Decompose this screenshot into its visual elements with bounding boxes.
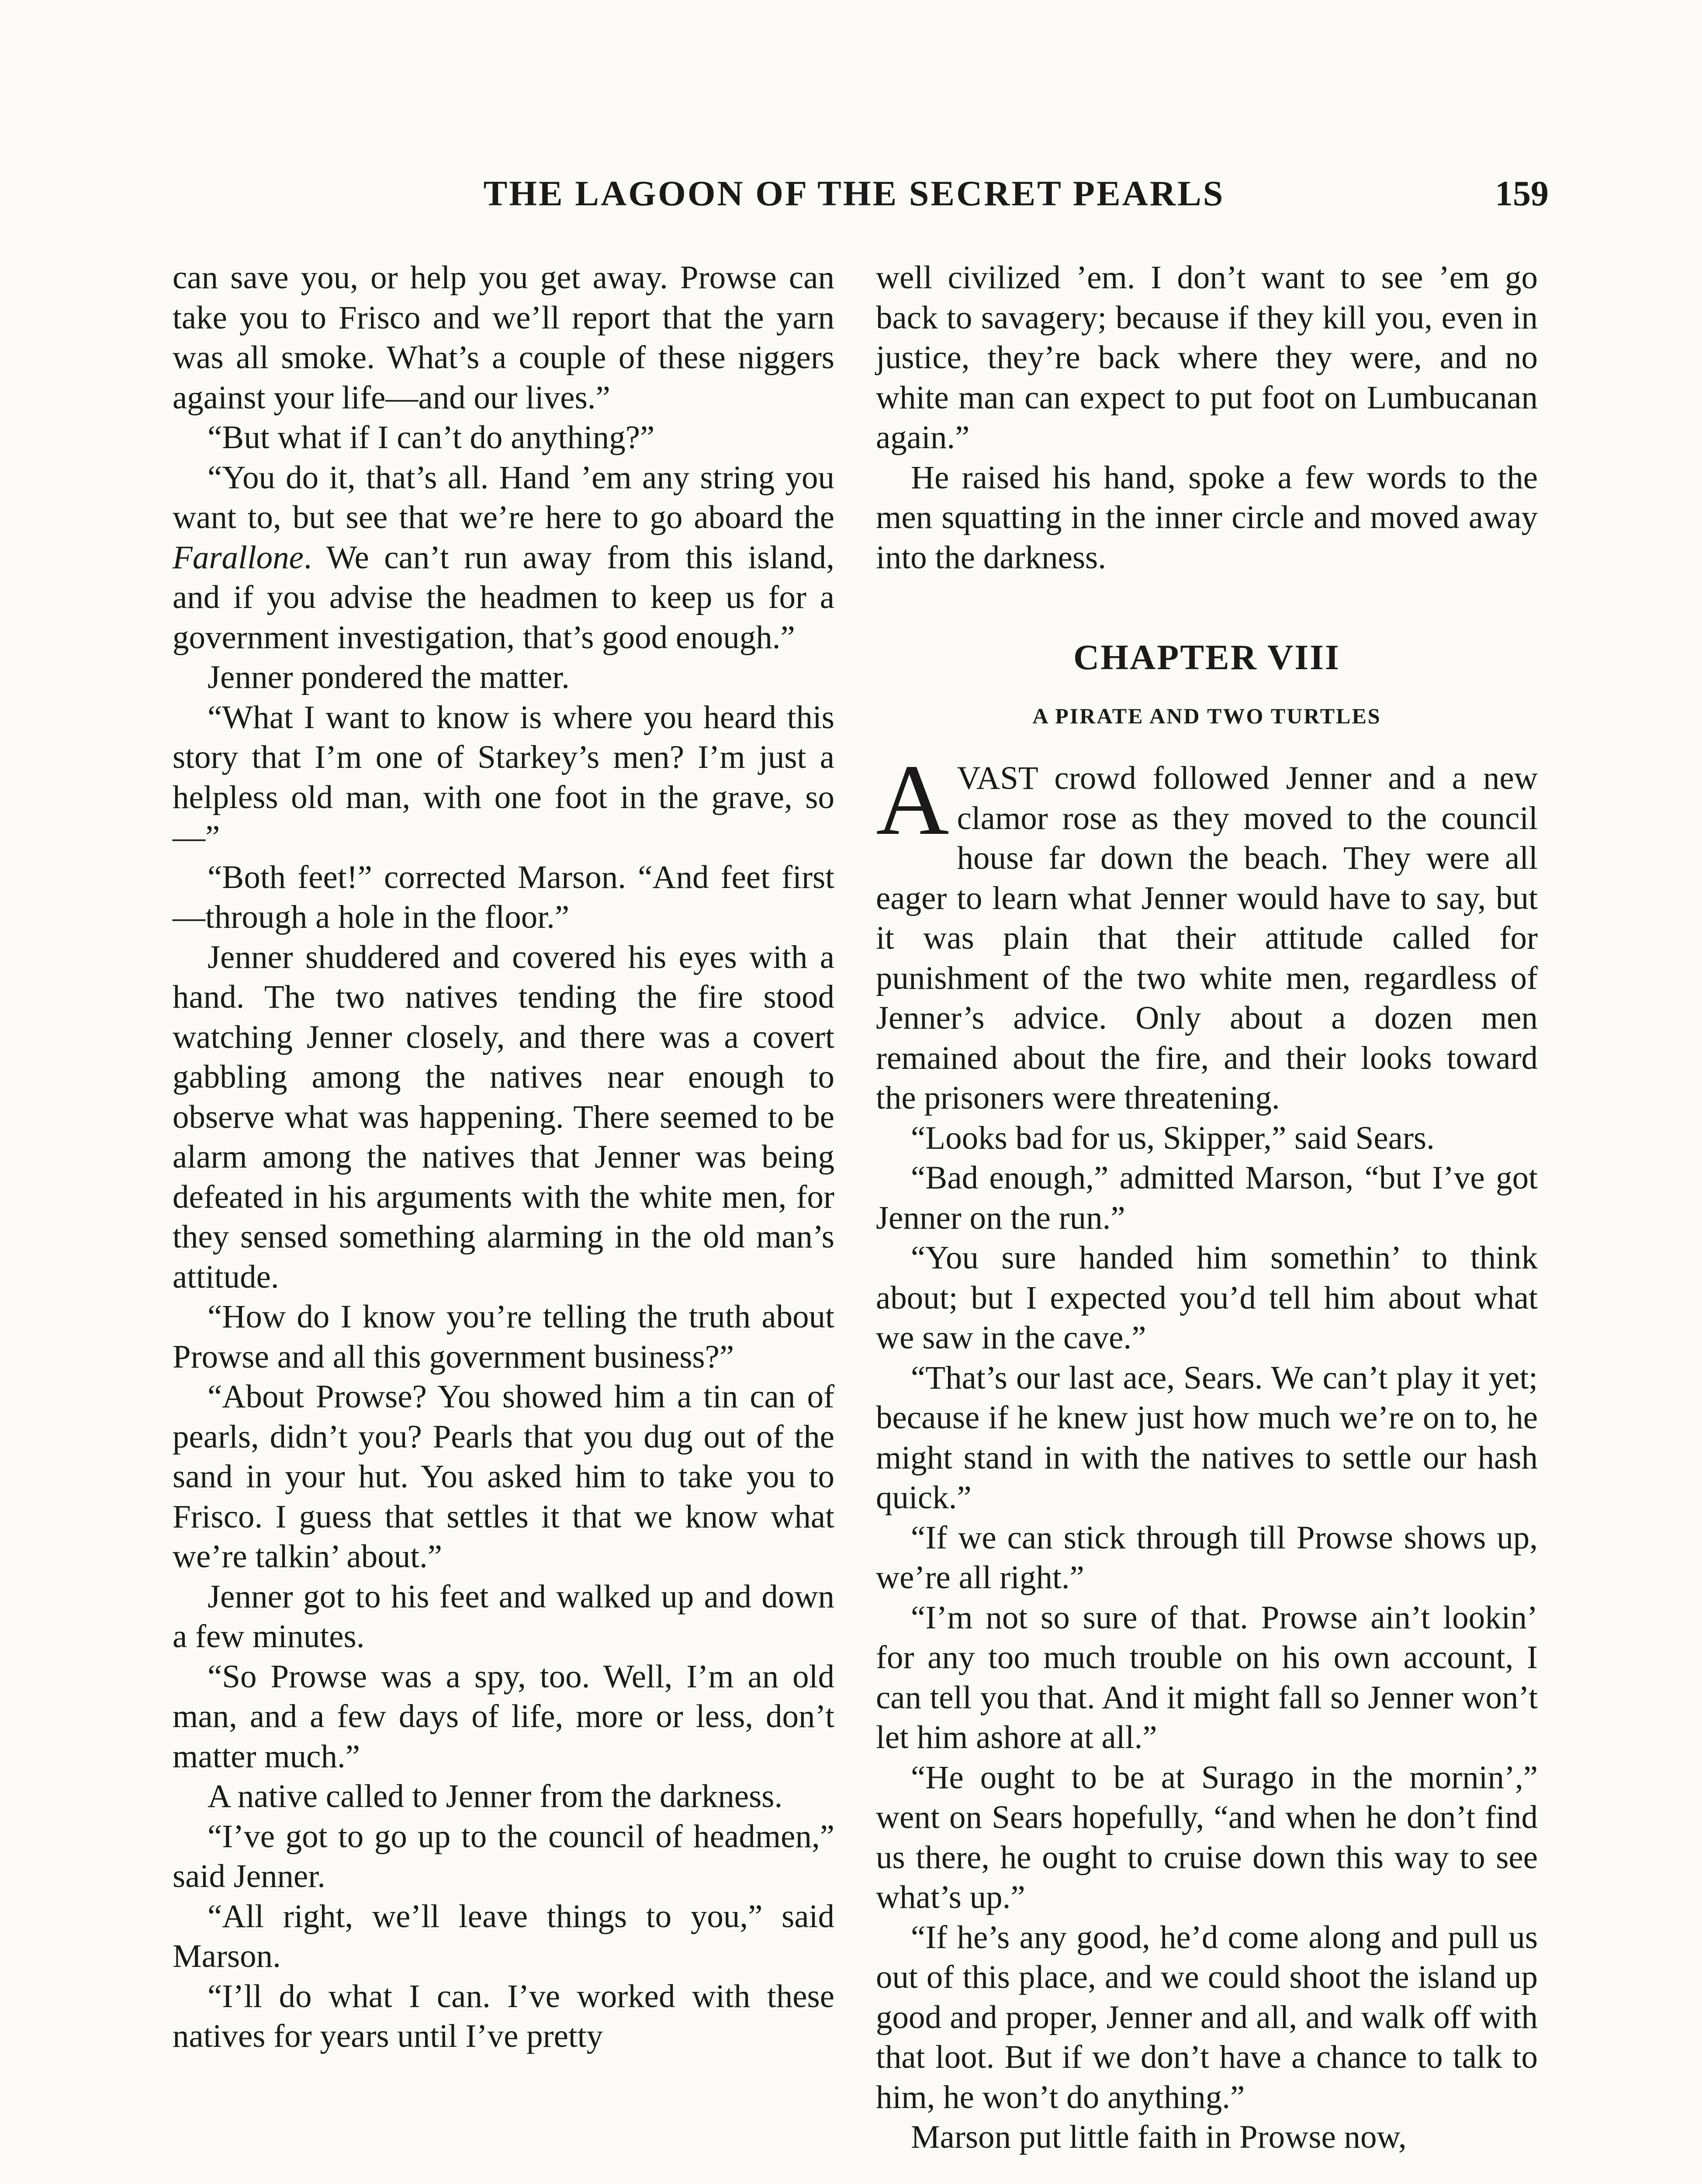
paragraph: “He ought to be at Surago in the mornin’,” went on Sears hopefully, “and when he don’t find us there, he ought to cruise down this way to see what’s up.”	[876, 1759, 1538, 1915]
drop-cap: A	[876, 744, 949, 856]
left-column	[173, 258, 834, 2056]
right-column	[876, 258, 1538, 2157]
paragraph: Jenner got to his feet and walked up and down a few minutes.	[173, 1578, 834, 1655]
paragraph: “So Prowse was a spy, too. Well, I’m an old man, and a few days of life, more or less, don’t matter much.”	[173, 1658, 834, 1775]
page-number: 159	[1495, 173, 1549, 213]
chapter-subtitle: A PIRATE AND TWO TURTLES	[1032, 704, 1381, 728]
paragraph: “Both feet!” corrected Marson. “And feet first—through a hole in the floor.”	[173, 859, 834, 935]
paragraph: “About Prowse? You showed him a tin can of pearls, didn’t you? Pearls that you dug out of the sand in your hut. You asked him to take you to Frisco. I guess that settles it that we know what we’re talkin’ about.”	[173, 1379, 834, 1575]
paragraph: well civilized ’em. I don’t want to see ’em go back to savagery; because if they kill you, even in justice, they’re back where they were, and no white man can expect to put foot on Lumbucanan again.”	[876, 259, 1538, 456]
chapter-heading: CHAPTER VIII	[1073, 637, 1340, 677]
paragraph: He raised his hand, spoke a few words to the men squatting in the inner circle and moved away into the darkness.	[876, 459, 1538, 576]
paragraph: can save you, or help you get away. Prowse can take you to Frisco and we’ll report that the yarn was all smoke. What’s a couple of these niggers against your life—and our lives.”	[173, 259, 834, 416]
paragraph: “You sure handed him somethin’ to think about; but I expected you’d tell him about what we saw in the cave.”	[876, 1240, 1538, 1356]
paragraph: Jenner pondered the matter.	[208, 659, 570, 695]
paragraph	[173, 458, 834, 658]
paragraph: “If we can stick through till Prowse shows up, we’re all right.”	[876, 1519, 1538, 1596]
paragraph: “How do I know you’re telling the truth about Prowse and all this government business?”	[173, 1299, 834, 1375]
paragraph: “Bad enough,” admitted Marson, “but I’ve got Jenner on the run.”	[876, 1160, 1538, 1236]
paragraph-text: VAST crowd followed Jenner and a new clamor rose as they moved to the council house far down the beach. They were all eager to learn what Jenner would have to say, but it was plain that their attitude called for punishment of the two white men, regardless of Jenner’s advice. Only about a dozen men remained about the fire, and their looks toward the prisoners were threatening.	[876, 760, 1538, 1116]
paragraph: A native called to Jenner from the darkness.	[208, 1778, 783, 1814]
paragraph: “But what if I can’t do anything?”	[208, 419, 655, 456]
paragraph: “Looks bad for us, Skipper,” said Sears.	[911, 1120, 1435, 1156]
paragraph: “What I want to know is where you heard this story that I’m one of Starkey’s men? I’m just a helpless old man, with one foot in the grave, so—”	[173, 699, 834, 855]
paragraph: “If he’s any good, he’d come along and pull us out of this place, and we could shoot the island up good and proper, Jenner and all, and walk off with that loot. But if we don’t have a chance to talk to him, he won’t do anything.”	[876, 1919, 1538, 2115]
paragraph: “That’s our last ace, Sears. We can’t play it yet; because if he knew just how much we’re on to, he might stand in with the natives to settle our hash quick.”	[876, 1359, 1538, 1516]
running-title: THE LAGOON OF THE SECRET PEARLS	[483, 173, 1225, 213]
paragraph-text: . We can’t run away from this island, and if you advise the headmen to keep us for a government investigation, that’s good enough.”	[173, 539, 834, 656]
ship-name: Farallone	[173, 539, 304, 576]
paragraph: Jenner shuddered and covered his eyes with a hand. The two natives tending the fire stood watching Jenner closely, and there was a covert gabbling among the natives near enough to observe what was happening. There seemed to be alarm among the natives that Jenner was being defeated in his arguments with the white men, for they sensed something alarming in the old man’s attitude.	[173, 939, 834, 1295]
paragraph: “All right, we’ll leave things to you,” said Marson.	[173, 1898, 834, 1974]
paragraph: Marson put little faith in Prowse now,	[911, 2119, 1407, 2155]
chapter-opening-paragraph	[876, 744, 1538, 1118]
paragraph: “I’m not so sure of that. Prowse ain’t lookin’ for any too much trouble on his own account, I can tell you that. And it might fall so Jenner won’t let him ashore at all.”	[876, 1599, 1538, 1755]
paragraph: “I’ll do what I can. I’ve worked with these natives for years until I’ve pretty	[173, 1978, 834, 2054]
paragraph-text: “You do it, that’s all. Hand ’em any string you want to, but see that we’re here to go aboard the	[173, 459, 834, 536]
paragraph: “I’ve got to go up to the council of headmen,” said Jenner.	[173, 1818, 834, 1894]
